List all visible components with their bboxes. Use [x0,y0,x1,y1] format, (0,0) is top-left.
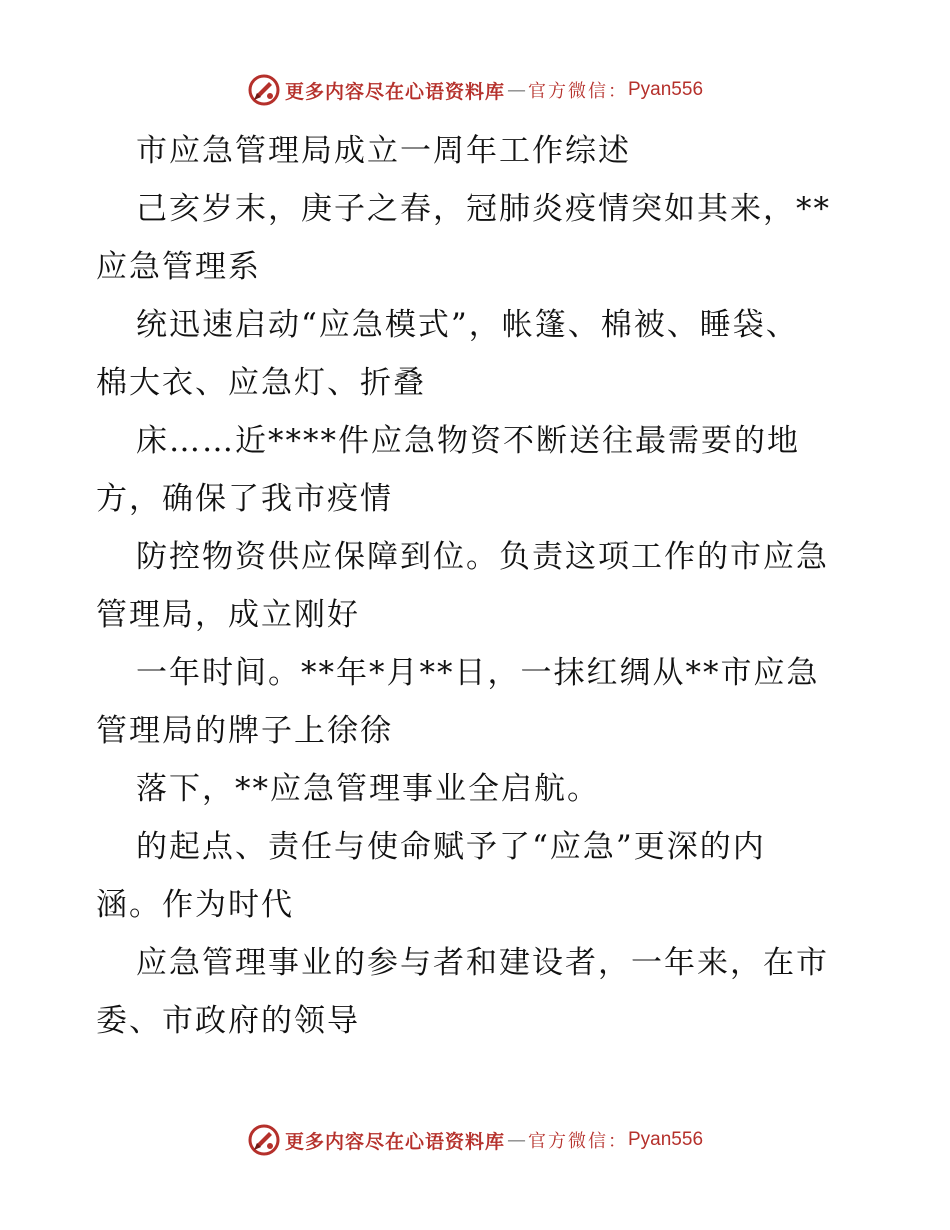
text-line: 棉大衣、应急灯、折叠 [96,365,426,401]
logo-icon [247,73,281,107]
banner-slogan: 更多内容尽在心语资料库 [284,80,505,103]
text-line: 方，确保了我市疫情 [96,481,393,517]
banner-dash: — [507,1129,526,1151]
banner-wechat-id: Pyan556 [628,1129,704,1150]
document-body [96,122,856,1050]
text-line: 床……近****件应急物资不断送往最需要的地 [136,423,800,459]
logo-icon [247,1123,281,1157]
text-line: 市应急管理局成立一周年工作综述 [136,133,631,169]
banner-slogan: 更多内容尽在心语资料库 [284,1130,505,1153]
text-line: 委、市政府的领导 [96,1003,360,1039]
text-line: 管理局，成立刚好 [96,597,360,633]
banner-official-label: 官方微信： [528,81,628,102]
text-line: 管理局的牌子上徐徐 [96,713,393,749]
text-line: 应急管理系 [96,249,261,285]
banner-wechat-id: Pyan556 [628,79,704,100]
text-line: 涵。作为时代 [96,887,294,923]
header-banner [0,70,950,110]
text-line: 统迅速启动“应急模式”，帐篷、棉被、睡袋、 [136,307,799,343]
text-line: 一年时间。**年*月**日，一抹红绸从**市应急 [136,655,820,691]
text-line: 落下，**应急管理事业全启航。 [136,771,600,807]
text-line: 的起点、责任与使命赋予了“应急”更深的内 [136,829,766,865]
text-line: 应急管理事业的参与者和建设者，一年来，在市 [136,945,829,981]
footer-banner [0,1120,950,1160]
banner-official-label: 官方微信： [528,1131,628,1152]
banner-dash: — [507,79,526,101]
text-line: 防控物资供应保障到位。负责这项工作的市应急 [136,539,829,575]
text-line: 己亥岁末，庚子之春，冠肺炎疫情突如其来，** [136,191,831,227]
